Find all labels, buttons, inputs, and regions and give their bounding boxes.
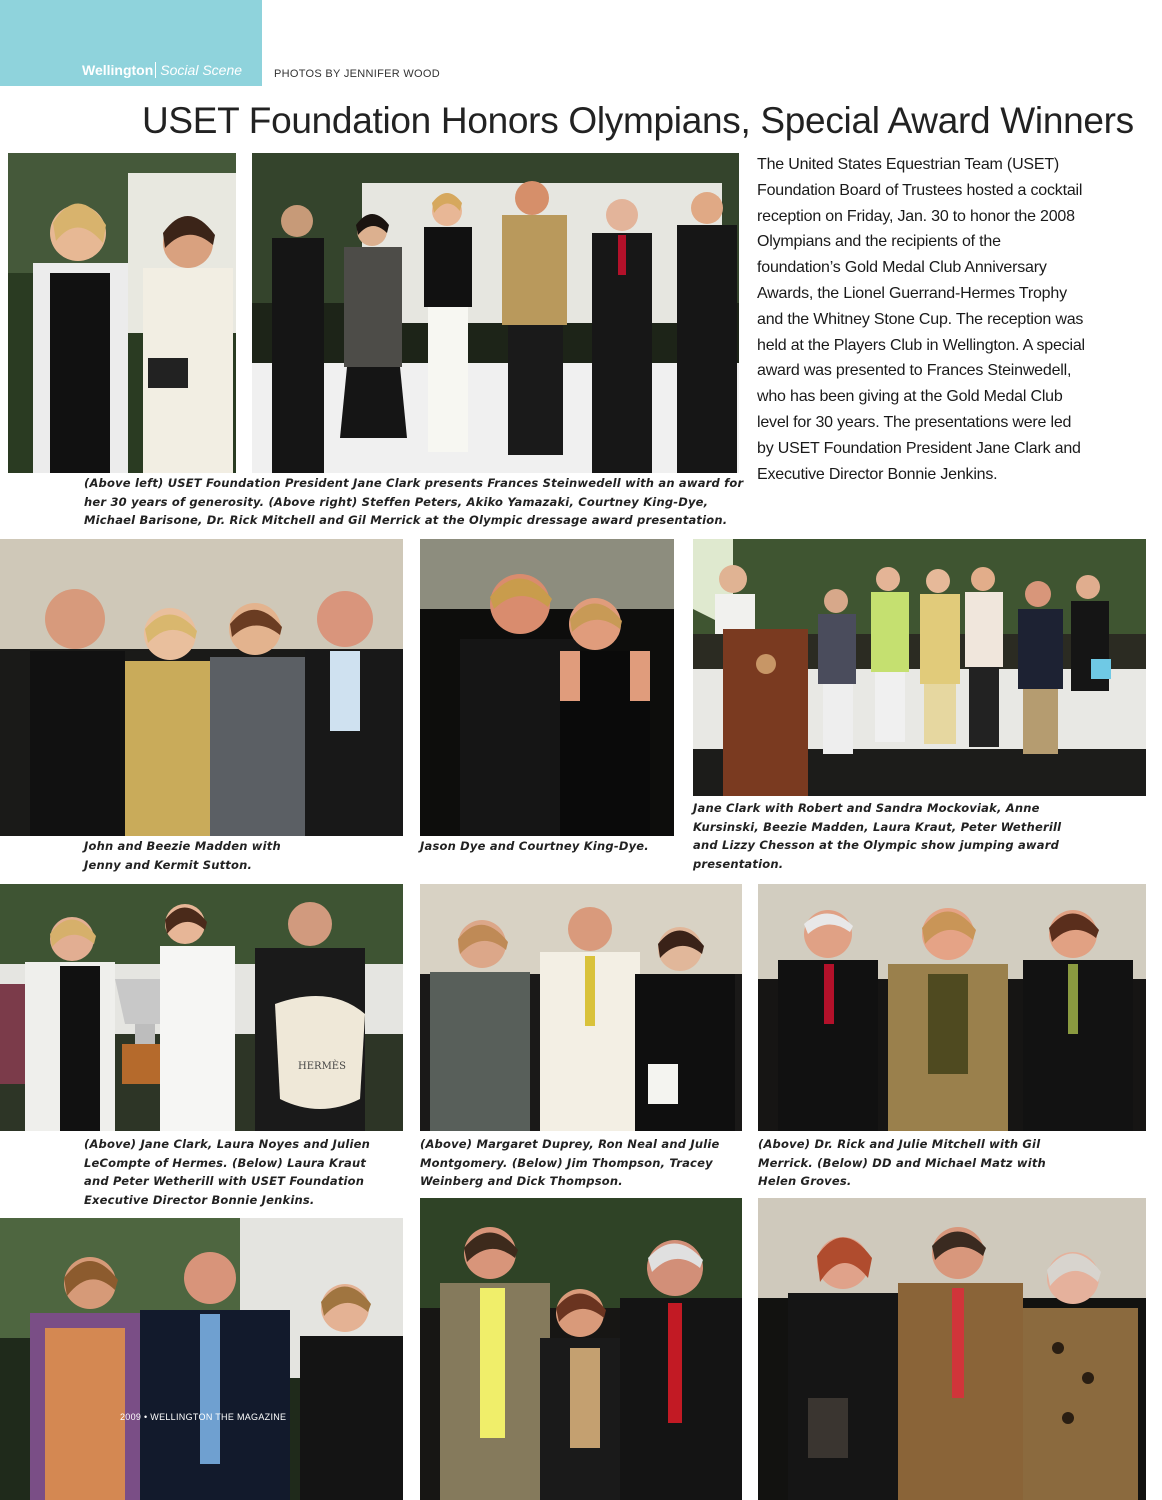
photo-olympic-dressage-group bbox=[252, 153, 739, 473]
photo-kraut-wetherill-jenkins bbox=[0, 1218, 403, 1500]
caption-duprey-neal-montgomery: (Above) Margaret Duprey, Ron Neal and Julie Montgomery. (Below) Jim Thompson, Tracey Weinberg and Dick Thompson. bbox=[420, 1137, 720, 1188]
saddle-brand-text: HERMÈS bbox=[298, 1061, 346, 1072]
section-label-bold: Wellington bbox=[82, 62, 154, 78]
photo-duprey-neal-montgomery bbox=[420, 884, 742, 1131]
photo-matz-groves bbox=[758, 1198, 1146, 1500]
caption-mitchell-merrick: (Above) Dr. Rick and Julie Mitchell with Gil Merrick. (Below) DD and Michael Matz with Helen Groves. bbox=[758, 1137, 1046, 1188]
headline: USET Foundation Honors Olympians, Special Award Winners bbox=[142, 100, 1134, 141]
section-label bbox=[82, 62, 242, 78]
photo-madden-sutton bbox=[0, 539, 403, 836]
photo-credit: PHOTOS BY JENNIFER WOOD bbox=[274, 68, 441, 80]
section-label-italic: Social Scene bbox=[155, 62, 242, 78]
page-folio: 2009 • WELLINGTON THE MAGAZINE bbox=[120, 1412, 287, 1422]
caption-dye-king-dye: Jason Dye and Courtney King-Dye. bbox=[420, 839, 649, 853]
photo-award-presentation-left bbox=[8, 153, 236, 473]
caption-hermes-trophy: (Above) Jane Clark, Laura Noyes and Julien LeCompte of Hermes. (Below) Laura Kraut and Peter Wetherill with USET Foundation Executive Director Bonnie Jenkins. bbox=[84, 1137, 371, 1207]
photo-dye-king-dye bbox=[420, 539, 674, 836]
photo-hermes-trophy bbox=[0, 884, 403, 1131]
photo-show-jumping-group bbox=[693, 539, 1146, 796]
article-body: The United States Equestrian Team (USET) Foundation Board of Trustees hosted a cocktail reception on Friday, Jan. 30 to honor the 2008 Olympians and the recipients of the foundation’s Gold Medal Club Anniversary Awards, the Lionel Guerrand-Hermes Trophy and the Whitney Stone Cup. The reception was held at the Players Club in Wellington. A special award was presented to Frances Steinwedell, who has been giving at the Gold Medal Club level for 30 years. The presentations were led by USET Foundation President Jane Clark and Executive Director Bonnie Jenkins. bbox=[757, 156, 1085, 483]
caption-row1: (Above left) USET Foundation President Jane Clark presents Frances Steinwedell with an award for her 30 years of generosity. (Above right) Steffen Peters, Akiko Yamazaki, Courtney King-Dye, Michael Barisone, Dr. Rick Mitchell and Gil Merrick at the Olympic dressage award presentation. bbox=[84, 476, 744, 527]
caption-show-jumping: Jane Clark with Robert and Sandra Mockoviak, Anne Kursinski, Beezie Madden, Laura Kraut, Peter Wetherill and Lizzy Chesson at the Olympic show jumping award presentation. bbox=[693, 801, 1062, 871]
photo-thompson-weinberg bbox=[420, 1198, 742, 1500]
photo-mitchell-merrick bbox=[758, 884, 1146, 1131]
caption-madden-sutton: John and Beezie Madden with Jenny and Kermit Sutton. bbox=[84, 839, 281, 872]
